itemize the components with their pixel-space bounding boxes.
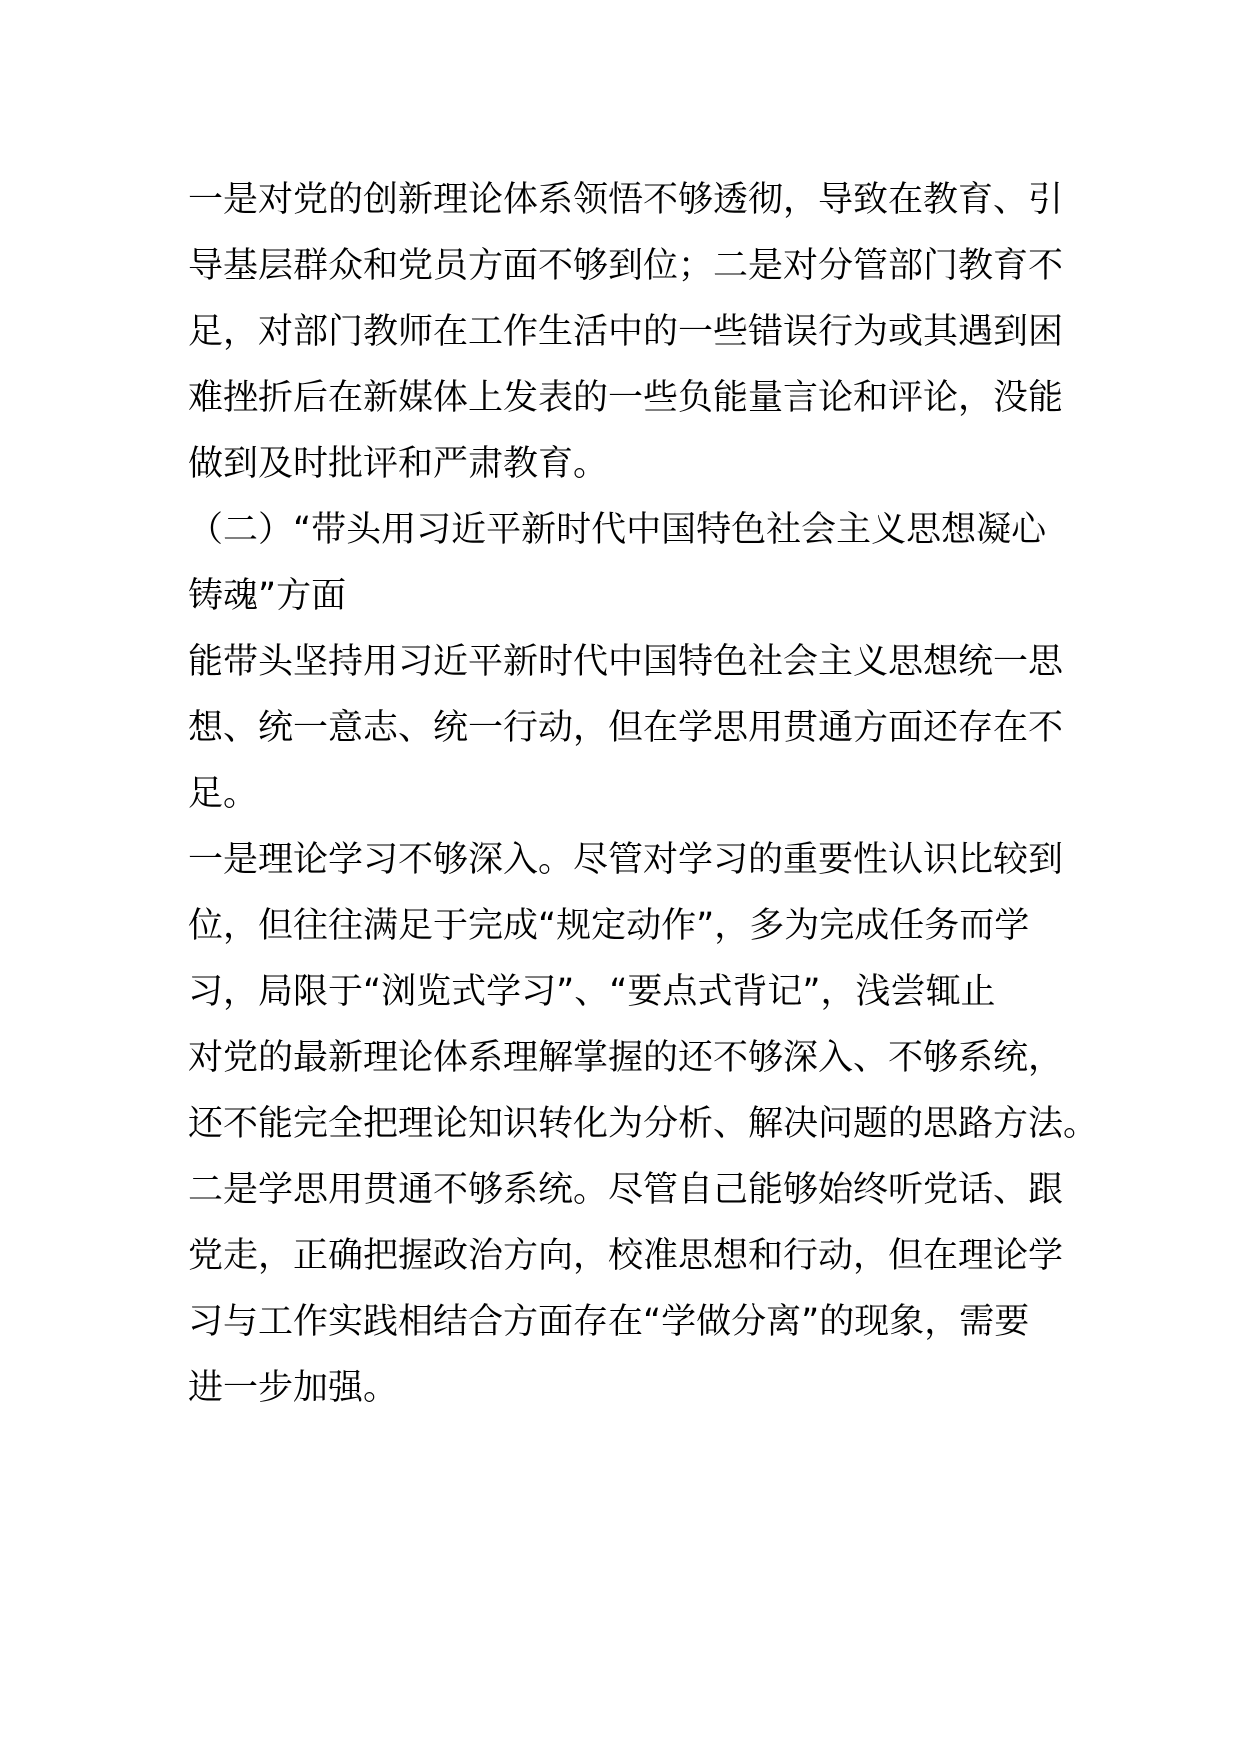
text-line: 还不能完全把理论知识转化为分析、解决问题的思路方法。 <box>188 1104 1099 1144</box>
text-line: 导基层群众和党员方面不够到位；二是对分管部门教育不 <box>188 246 1064 286</box>
text-line: 做到及时批评和严肃教育。 <box>188 444 609 484</box>
text-line: 位，但往往满足于完成“规定动作”，多为完成任务而学 <box>188 906 1030 946</box>
text-line: 难挫折后在新媒体上发表的一些负能量言论和评论，没能 <box>188 378 1064 418</box>
section-heading-line: 铸魂”方面 <box>188 576 347 616</box>
text-line: 进一步加强。 <box>188 1368 399 1408</box>
text-line: 足。 <box>188 774 259 814</box>
text-line: 想、统一意志、统一行动，但在学思用贯通方面还存在不 <box>188 708 1064 748</box>
text-line: 一是对党的创新理论体系领悟不够透彻，导致在教育、引 <box>188 180 1064 220</box>
text-line: 党走，正确把握政治方向，校准思想和行动，但在理论学 <box>188 1236 1064 1276</box>
text-line: 一是理论学习不够深入。尽管对学习的重要性认识比较到 <box>188 840 1064 880</box>
text-line: 能带头坚持用习近平新时代中国特色社会主义思想统一思 <box>188 642 1064 682</box>
text-line: 对党的最新理论体系理解掌握的还不够深入、不够系统， <box>188 1038 1064 1078</box>
text-line: 足，对部门教师在工作生活中的一些错误行为或其遇到困 <box>188 312 1064 352</box>
text-line: 习，局限于“浏览式学习”、“要点式背记”，浅尝辄止 <box>188 972 996 1012</box>
section-heading-line: （二）“带头用习近平新时代中国特色社会主义思想凝心 <box>188 510 1047 550</box>
text-line: 二是学思用贯通不够系统。尽管自己能够始终听党话、跟 <box>188 1170 1064 1210</box>
text-line: 习与工作实践相结合方面存在“学做分离”的现象，需要 <box>188 1302 1030 1342</box>
document-body <box>188 167 1099 1421</box>
